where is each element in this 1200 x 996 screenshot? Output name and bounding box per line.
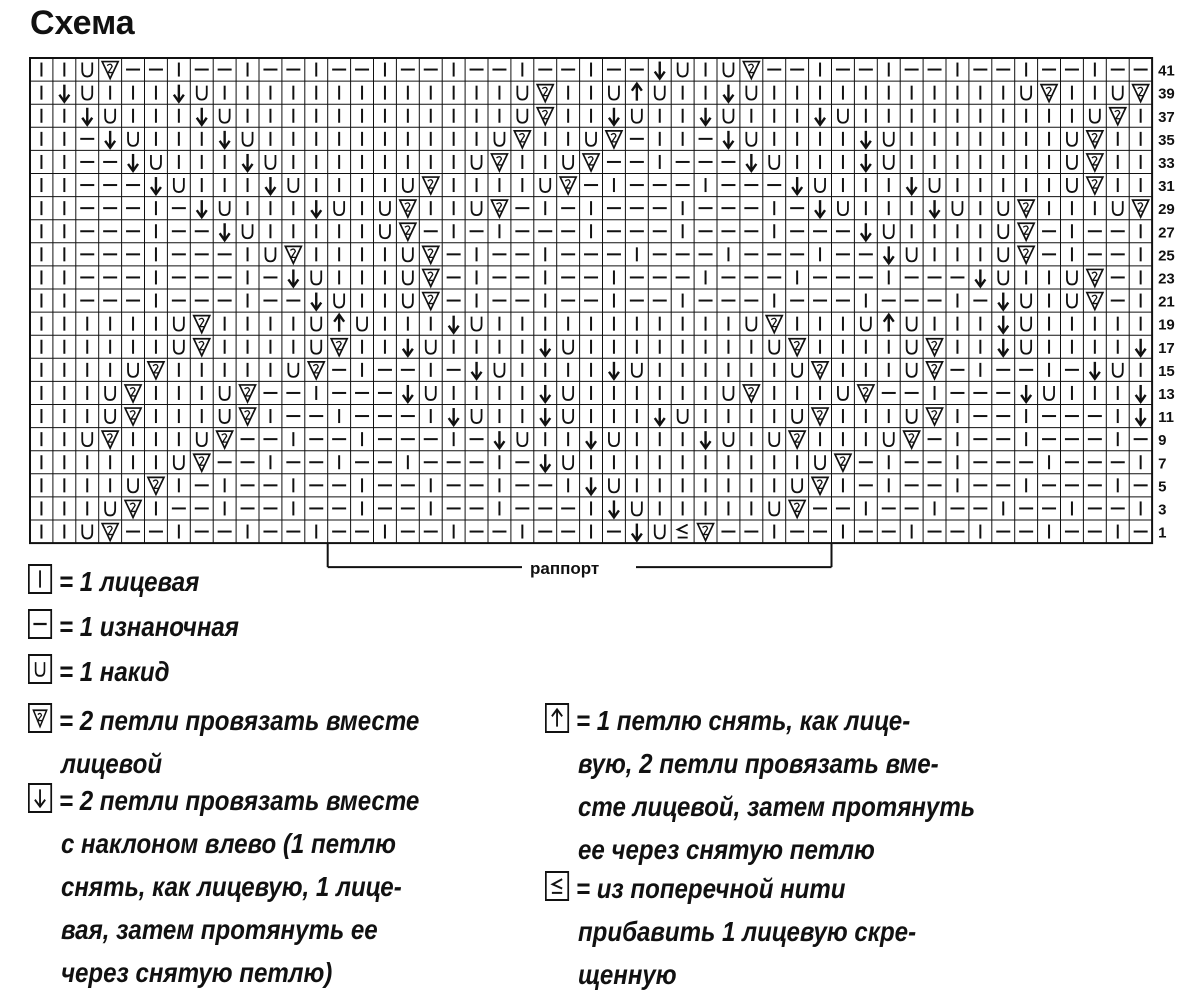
yarn-over-u-icon — [28, 654, 52, 684]
twisted-increase-icon — [545, 871, 569, 901]
legend-k2tog-cont: лицевой — [60, 748, 163, 780]
row-number: 29 — [1158, 201, 1175, 219]
row-number: 17 — [1158, 339, 1175, 357]
row-number: 3 — [1158, 501, 1167, 519]
row-number: 27 — [1158, 224, 1175, 242]
legend-m1: = из поперечной нити — [545, 865, 845, 910]
row-number: 21 — [1158, 293, 1175, 311]
row-number: 15 — [1158, 362, 1175, 380]
row-number: 5 — [1158, 478, 1167, 496]
row-number: 25 — [1158, 247, 1175, 265]
legend-k2tog: = 2 петли провязать вместе — [28, 697, 419, 742]
legend-knit: = 1 лицевая — [28, 558, 199, 603]
row-number: 31 — [1158, 178, 1175, 196]
dash-icon — [28, 609, 52, 639]
row-number: 41 — [1158, 62, 1175, 80]
legend-ssk-cont-3: вая, затем протянуть ее — [60, 914, 378, 946]
legend-m1-cont-1: прибавить 1 лицевую скре- — [577, 916, 917, 948]
legend-s2kp-cont-1: вую, 2 петли провязать вме- — [577, 748, 939, 780]
legend-ssk-cont-1: с наклоном влево (1 петлю — [60, 828, 396, 860]
row-number: 37 — [1158, 108, 1175, 126]
row-number: 1 — [1158, 524, 1167, 542]
legend-yo: = 1 накид — [28, 648, 170, 693]
row-number: 11 — [1158, 409, 1174, 427]
legend-purl: = 1 изнаночная — [28, 603, 239, 648]
row-number: 39 — [1158, 85, 1175, 103]
legend-ssk-cont-4: через снятую петлю) — [60, 957, 333, 989]
row-number: 19 — [1158, 316, 1175, 334]
vertical-bar-icon — [28, 564, 52, 594]
k2tog-v-icon — [28, 703, 52, 733]
row-number: 9 — [1158, 432, 1167, 450]
legend-ssk: = 2 петли провязать вместе — [28, 777, 419, 822]
rapport-label: раппорт — [530, 559, 600, 578]
row-number: 13 — [1158, 385, 1175, 403]
legend-s2kp-cont-3: ее через снятую петлю — [577, 834, 875, 866]
row-number: 7 — [1158, 455, 1167, 473]
legend-m1-cont-2: щенную — [577, 959, 677, 991]
legend-s2kp-cont-2: сте лицевой, затем протянуть — [577, 791, 976, 823]
page-title: Схема — [30, 4, 135, 42]
row-number: 33 — [1158, 154, 1175, 172]
up-arrow-icon — [545, 703, 569, 733]
legend-ssk-cont-2: снять, как лицевую, 1 лице- — [60, 871, 402, 903]
legend-s2kp: = 1 петлю снять, как лице- — [545, 697, 910, 742]
row-number: 35 — [1158, 131, 1175, 149]
row-number: 23 — [1158, 270, 1175, 288]
down-arrow-icon — [28, 783, 52, 813]
